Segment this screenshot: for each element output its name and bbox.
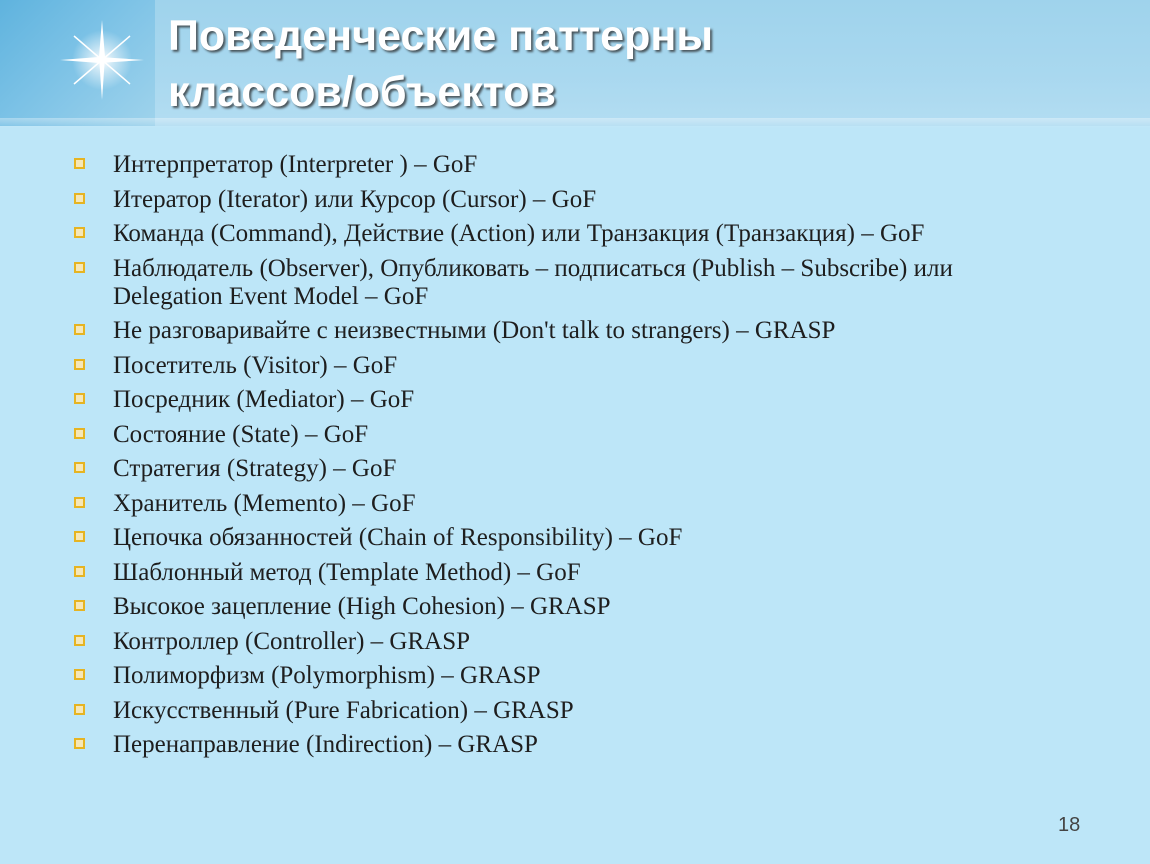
list-item [68,255,1118,311]
list-item-text: Искусственный (Pure Fabrication) – GRASP [113,696,574,724]
list-item-text: Наблюдатель (Observer), Опубликовать – подписаться (Publish – Subscribe) или [113,254,953,282]
sparkle-icon [52,18,152,118]
list-item [68,317,1118,345]
list-item [68,220,1118,248]
list-item-text: Посредник (Mediator) – GoF [113,386,415,413]
list-item-text: Состояние (State) – GoF [113,420,369,448]
list-item [68,151,1118,179]
list-item [68,628,1118,656]
square-bullet-icon [74,704,85,715]
list-item-text: Посетитель (Visitor) – GoF [113,351,398,379]
square-bullet-icon [74,158,85,169]
list-item [68,593,1118,621]
square-bullet-icon [74,635,85,646]
list-item-text: Цепочка обязанностей (Chain of Responsibility) – GoF [113,524,683,551]
square-bullet-icon [74,393,85,404]
list-item [68,731,1118,759]
square-bullet-icon [74,738,85,749]
list-item-text: Контроллер (Controller) – GRASP [113,627,471,655]
list-item [68,490,1118,518]
square-bullet-icon [74,428,85,439]
list-item-text: Интерпретатор (Interpreter ) – GoF [113,151,478,178]
list-item-text: Итератор (Iterator) или Курсор (Cursor) – GoF [113,185,597,213]
list-item [68,455,1118,483]
square-bullet-icon [74,566,85,577]
list-item-text: Команда (Command), Действие (Action) или Транзакция (Транзакция) – GoF [113,220,925,247]
square-bullet-icon [74,462,85,473]
list-item-text: Высокое зацепление (High Cohesion) – GRASP [113,593,611,620]
square-bullet-icon [74,359,85,370]
title-line-1: Поведенческие паттерны [168,12,714,60]
pattern-list [68,151,1118,766]
title-line-2: классов/объектов [168,68,556,116]
square-bullet-icon [74,262,85,273]
list-item [68,524,1118,552]
slide-title [168,8,1128,120]
list-item [68,697,1118,725]
page-number: 18 [1058,814,1081,836]
list-item-text: Полиморфизм (Polymorphism) – GRASP [113,662,541,689]
list-item [68,386,1118,414]
list-item [68,352,1118,380]
square-bullet-icon [74,600,85,611]
list-item-text: Шаблонный метод (Template Method) – GoF [113,558,581,586]
square-bullet-icon [74,497,85,508]
list-item [68,662,1118,690]
list-item-text-continued: Delegation Event Model – GoF [113,282,429,310]
square-bullet-icon [74,227,85,238]
list-item [68,559,1118,587]
list-item-text: Перенаправление (Indirection) – GRASP [113,731,538,758]
list-item [68,186,1118,214]
square-bullet-icon [74,669,85,680]
list-item-text: Стратегия (Strategy) – GoF [113,455,397,482]
square-bullet-icon [74,531,85,542]
square-bullet-icon [74,324,85,335]
square-bullet-icon [74,193,85,204]
list-item-text: Не разговаривайте с неизвестными (Don't talk to strangers) – GRASP [113,317,836,344]
list-item [68,421,1118,449]
list-item-text: Хранитель (Memento) – GoF [113,489,416,517]
slide-header [0,0,1150,126]
